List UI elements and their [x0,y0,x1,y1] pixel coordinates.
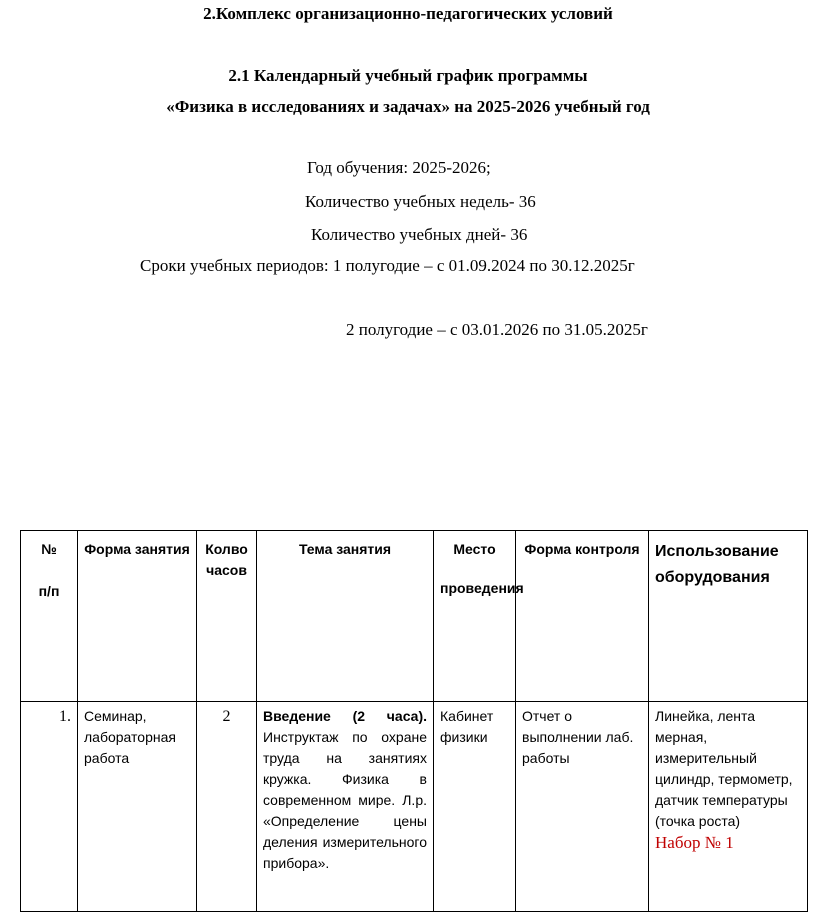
header-equipment: Использование оборудования [649,531,808,702]
section-heading: 2.Комплекс организационно-педагогических условий [203,4,613,23]
row-place: Кабинет физики [434,702,516,912]
schedule-table [20,530,808,912]
period-first-half: Сроки учебных периодов: 1 полугодие – с 01.09.2024 по 30.12.2025г [140,256,635,275]
row-topic: Введение (2 часа). Инструктаж по охране труда на занятиях кружка. Физика в современном мире. Л.р. «Определение цены деления измерительного прибора». [257,702,434,912]
header-form: Форма занятия [78,531,197,702]
header-num: № п/п [21,531,78,702]
header-place: Место проведения [434,531,516,702]
table-header-row [21,531,808,702]
study-days: Количество учебных дней- 36 [311,225,528,244]
table-row [21,702,808,912]
row-equipment: Линейка, лента мерная, измерительный цилиндр, термометр, датчик температуры (точка роста) Набор № 1 [649,702,808,912]
header-hours: Колво часов [197,531,257,702]
row-form: Семинар, лабораторная работа [78,702,197,912]
row-control: Отчет о выполнении лаб. работы [516,702,649,912]
row-num: 1. [21,702,78,912]
header-control: Форма контроля [516,531,649,702]
header-topic: Тема занятия [257,531,434,702]
period-second-half: 2 полугодие – с 03.01.2026 по 31.05.2025г [346,320,648,339]
row-hours: 2 [197,702,257,912]
program-title: «Физика в исследованиях и задачах» на 2025-2026 учебный год [166,97,650,116]
study-year: Год обучения: 2025-2026; [307,158,491,177]
study-weeks: Количество учебных недель- 36 [305,192,536,211]
equipment-set-label: Набор № 1 [655,833,734,852]
schedule-title: 2.1 Календарный учебный график программы [228,66,588,85]
